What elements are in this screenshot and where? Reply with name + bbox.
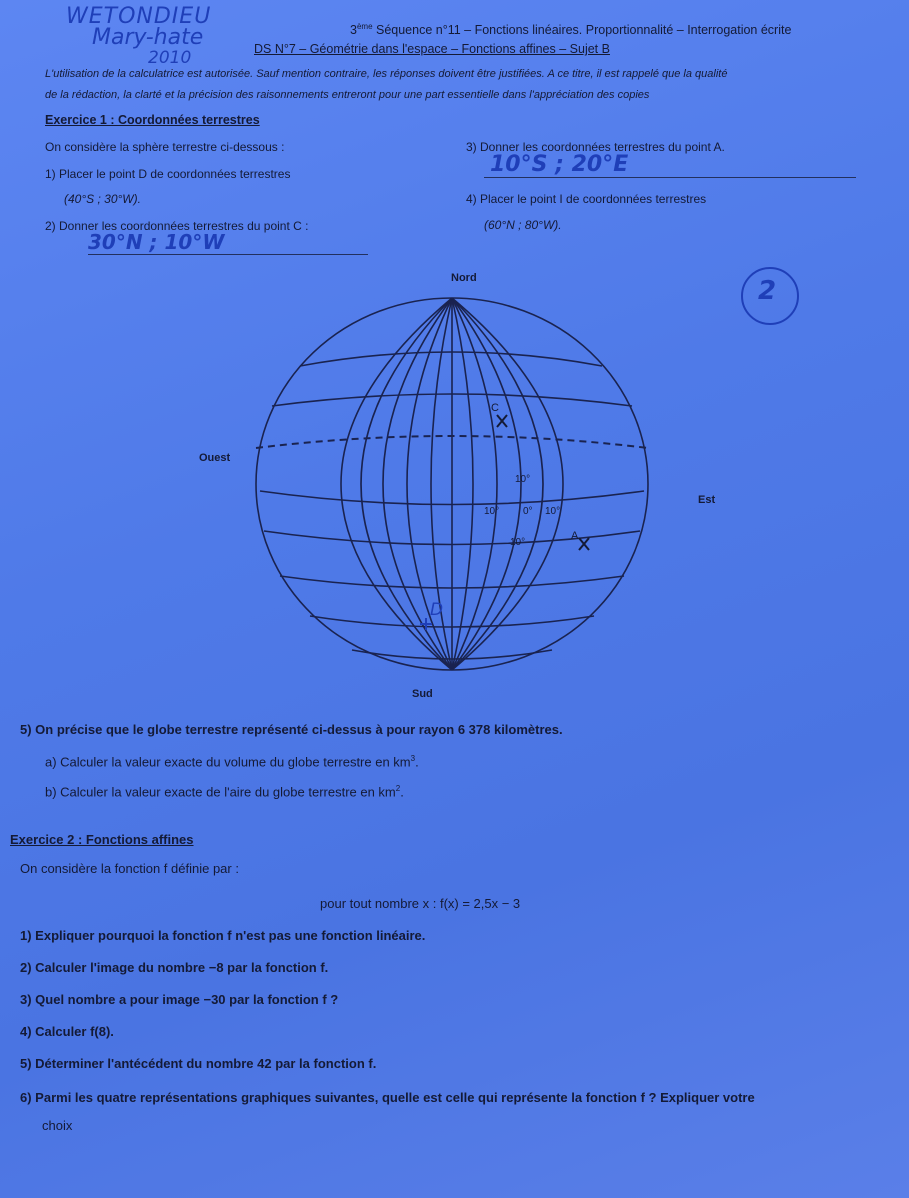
student-name-line1: WETONDIEU xyxy=(66,4,212,29)
ex1-q5b: b) Calculer la valeur exacte de l'aire du globe terrestre en $km^2$. xyxy=(45,784,404,800)
sequence-title xyxy=(350,22,791,37)
globe-meridian xyxy=(452,298,473,670)
ex1-q1-line1: 1) Placer le point D de coordonnées terrestres xyxy=(45,167,291,181)
ex2-q1: 1) Expliquer pourquoi la fonction f n'est pas une fonction linéaire. xyxy=(20,928,426,943)
ex1-q3: 3) Donner les coordonnées terrestres du point A. xyxy=(466,140,725,154)
seq-sup: ème xyxy=(356,22,373,31)
ex2-title: Exercice 2 : Fonctions affines xyxy=(10,832,194,847)
globe-label-10-left: 10° xyxy=(484,506,500,517)
globe-parallel xyxy=(300,352,602,366)
ex2-q5: 5) Déterminer l'antécédent du nombre 42 par la fonction f. xyxy=(20,1056,377,1071)
ex2-lead: On considère la fonction f définie par : xyxy=(20,861,239,876)
ex2-q6-line2: choix xyxy=(42,1118,73,1133)
point-d-label: D xyxy=(430,600,444,620)
seq-rest: Séquence n°11 – Fonctions linéaires. Proportionnalité – Interrogation écrite xyxy=(372,23,792,38)
globe-label-10-right: 10° xyxy=(545,506,561,517)
intro-line1: L'utilisation de la calculatrice est autorisée. Sauf mention contraire, les réponses doivent être justifiées. A ce titre, il est rappelé que la qualité xyxy=(45,68,728,80)
ex2-q4: 4) Calculer f(8). xyxy=(20,1024,114,1039)
student-name-line3: 2010 xyxy=(148,48,192,68)
ex1-q1-line2: (40°S ; 30°W). xyxy=(64,192,141,206)
seq-prefix: 3 xyxy=(350,23,357,38)
globe-label-10-top: 10° xyxy=(515,474,531,485)
globe-north-label: Nord xyxy=(451,272,477,284)
student-name-line2: Mary-hate xyxy=(92,25,204,50)
ex2-q3: 3) Quel nombre a pour image −30 par la fonction f ? xyxy=(20,992,339,1007)
globe-label-0: 0° xyxy=(523,506,533,517)
ex1-q4-line1: 4) Placer le point I de coordonnées terrestres xyxy=(466,192,707,206)
ex1-lead: On considère la sphère terrestre ci-dessous : xyxy=(45,140,285,154)
ex1-q2: 2) Donner les coordonnées terrestres du point C : xyxy=(45,219,309,233)
globe-east-label: Est xyxy=(698,494,716,506)
globe-west-label: Ouest xyxy=(199,452,231,464)
ex1-q4-line2: (60°N ; 80°W). xyxy=(484,218,562,232)
ex1-q5: 5) On précise que le globe terrestre représenté ci-dessus à pour rayon 6 378 kilomètres. xyxy=(20,722,563,737)
ex2-formula: pour tout nombre x : f(x) = 2,5x − 3 xyxy=(320,896,521,911)
ex1-q2-answer-line xyxy=(88,254,368,255)
intro-line2: de la rédaction, la clarté et la précision des raisonnements entreront pour une part essentielle dans l'appréciation des copies xyxy=(45,89,650,101)
point-a-marker xyxy=(579,538,589,550)
ex1-q5a-sup: 3 xyxy=(410,754,416,763)
ex1-q5b-text: b) Calculer la valeur exacte de l'aire du globe terrestre en km xyxy=(45,784,396,800)
ex1-q5a: a) Calculer la valeur exacte du volume du globe terrestre en $km^3$. xyxy=(45,754,419,770)
ex2-q6-line1: 6) Parmi les quatre représentations graphiques suivantes, quelle est celle qui représente la fonction f ? Expliquer votre xyxy=(20,1090,755,1105)
point-c-marker xyxy=(497,415,507,427)
point-c-label: C xyxy=(491,402,499,414)
ex2-q2: 2) Calculer l'image du nombre −8 par la fonction f. xyxy=(20,960,329,975)
globe-south-label: Sud xyxy=(412,688,433,700)
globe-diagram xyxy=(230,286,670,686)
ex1-q3-answer: 10°S ; 20°E xyxy=(490,152,629,177)
ex1-q5a-text: a) Calculer la valeur exacte du volume du globe terrestre en km xyxy=(45,754,411,770)
globe-meridian xyxy=(452,298,500,670)
globe-label-10-bottom: 10° xyxy=(510,537,526,548)
ds-title: DS N°7 – Géométrie dans l'espace – Fonctions affines – Sujet B xyxy=(254,42,610,56)
grade-value: 2 xyxy=(758,276,777,306)
ex1-q2-answer: 30°N ; 10°W xyxy=(88,230,225,254)
point-a-label: A xyxy=(571,530,579,542)
ex1-q5b-sup: 2 xyxy=(395,784,401,793)
ex1-title: Exercice 1 : Coordonnées terrestres xyxy=(45,113,260,127)
ex1-q3-answer-line xyxy=(484,177,856,178)
